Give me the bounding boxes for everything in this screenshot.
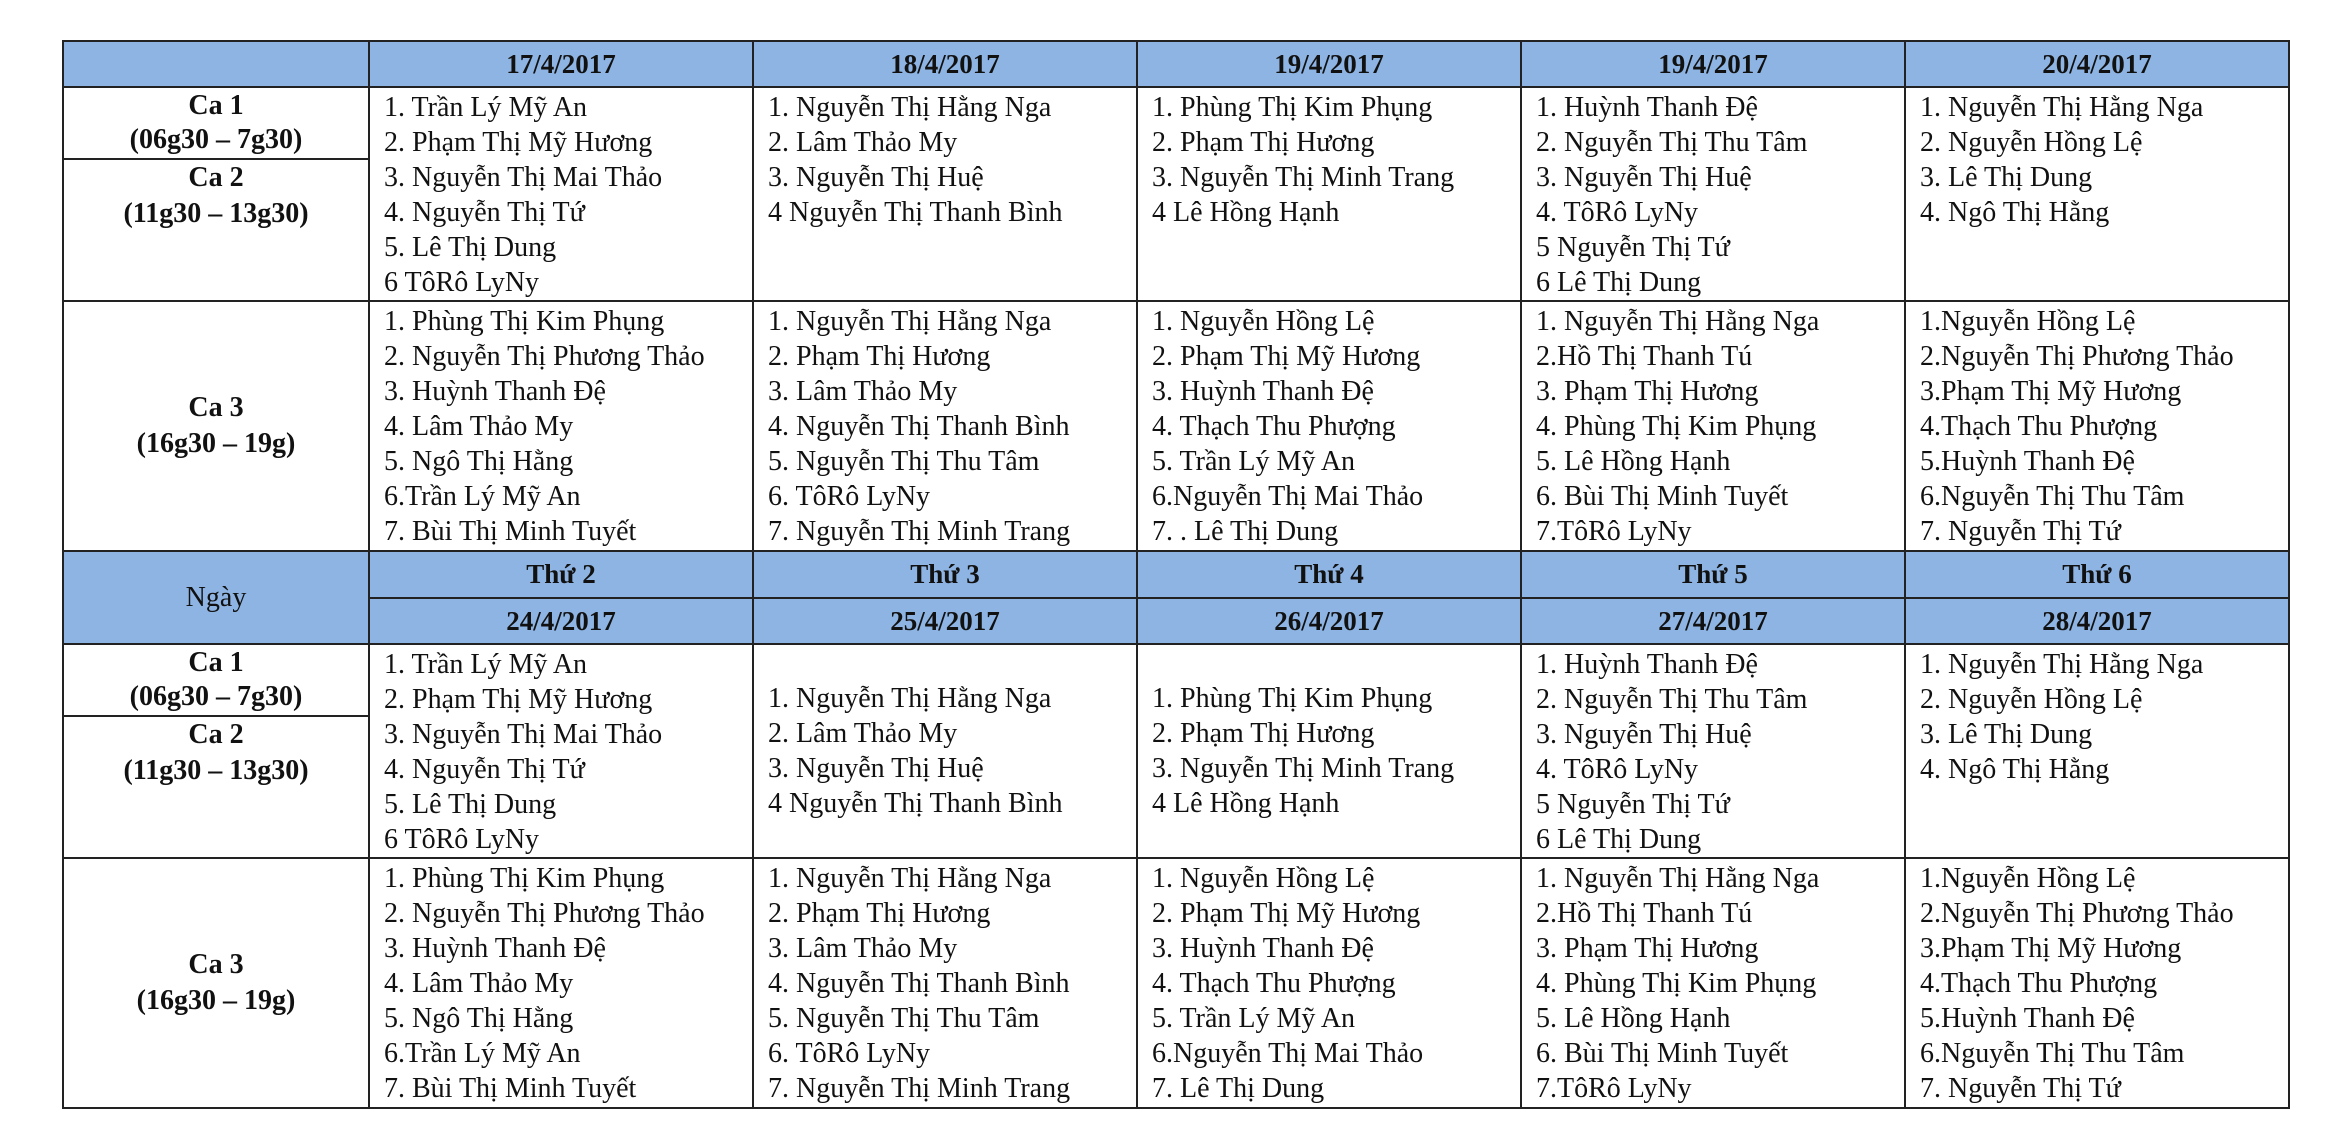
staff-name: 2. Lâm Thảo My: [768, 718, 958, 749]
week2-ca12-names: [369, 644, 753, 858]
staff-name: 1. Huỳnh Thanh Đệ: [1536, 92, 1758, 123]
week1-ca3-names: [369, 301, 753, 551]
staff-name: 3. Nguyễn Thị Mai Thảo: [384, 162, 663, 193]
week1-ca2-label: [64, 160, 368, 232]
staff-name: 5.Huỳnh Thanh Đệ: [1920, 446, 2135, 477]
staff-name: 1. Nguyễn Thị Hằng Nga: [1536, 863, 1820, 894]
ca2-time: (11g30 – 13g30): [123, 198, 309, 229]
staff-name: 2. Phạm Thị Mỹ Hương: [384, 684, 653, 715]
week2-ca3-names: [1137, 858, 1521, 1108]
staff-name: 7. Nguyễn Thị Tứ: [1920, 516, 2121, 547]
week2-ca3-names: [753, 858, 1137, 1108]
week2-ca3-names: [1905, 858, 2289, 1108]
ca3-time: (16g30 – 19g): [136, 985, 296, 1016]
week1-ca12-names: [1137, 87, 1521, 301]
staff-name: 7.TôRô LyNy: [1536, 1073, 1692, 1104]
staff-name: 1. Nguyễn Thị Hằng Nga: [768, 683, 1052, 714]
week1-date-row: [63, 41, 2289, 87]
ngay-header: Ngày: [63, 551, 369, 644]
week1-ca12-names: [1905, 87, 2289, 301]
staff-name: 4. TôRô LyNy: [1536, 754, 1699, 785]
staff-name: 5. Nguyễn Thị Thu Tâm: [768, 1003, 1040, 1034]
week2-ca12-names: [1137, 644, 1521, 858]
staff-name: 4. Phùng Thị Kim Phụng: [1536, 411, 1817, 442]
weekday-header: Thứ 2: [369, 551, 753, 598]
week1-ca3-names: [1905, 301, 2289, 551]
ca2-title: Ca 2: [188, 162, 244, 193]
staff-name: 2. Phạm Thị Mỹ Hương: [384, 127, 653, 158]
week1-date-header: 19/4/2017: [1137, 41, 1521, 87]
week2-ca3-row: [63, 858, 2289, 1108]
staff-name: 2. Nguyễn Hồng Lệ: [1920, 684, 2143, 715]
staff-name: 4 Lê Hồng Hạnh: [1152, 788, 1340, 819]
staff-name: 5. Nguyễn Thị Thu Tâm: [768, 446, 1040, 477]
staff-name: 3. Nguyễn Thị Huệ: [1536, 162, 1752, 193]
shift-schedule-table: [62, 40, 2290, 1109]
staff-name: 4. Nguyễn Thị Tứ: [384, 754, 585, 785]
week1-ca3-names: [753, 301, 1137, 551]
week2-ca3-names: [1521, 858, 1905, 1108]
ca3-title: Ca 3: [188, 949, 244, 980]
staff-name: 1.Nguyễn Hồng Lệ: [1920, 863, 2136, 894]
week1-date-header: 18/4/2017: [753, 41, 1137, 87]
staff-name: 3. Lâm Thảo My: [768, 376, 958, 407]
staff-name: 1. Phùng Thị Kim Phụng: [1152, 92, 1433, 123]
weekday-header: Thứ 5: [1521, 551, 1905, 598]
staff-name: 7. Bùi Thị Minh Tuyết: [384, 516, 637, 547]
week1-ca12-label-cell: [63, 87, 369, 301]
week2-ca12-names: [753, 644, 1137, 858]
staff-name: 4. Thạch Thu Phượng: [1152, 968, 1396, 999]
staff-name: 4. Nguyễn Thị Thanh Bình: [768, 968, 1070, 999]
week2-date-row: [63, 598, 2289, 644]
staff-name: 4 Nguyễn Thị Thanh Bình: [768, 197, 1063, 228]
staff-name: 1. Nguyễn Thị Hằng Nga: [1920, 649, 2204, 680]
ca2-title: Ca 2: [188, 719, 244, 750]
weekday-header: Thứ 4: [1137, 551, 1521, 598]
staff-name: 6. TôRô LyNy: [768, 1038, 931, 1069]
staff-name: 4. Nguyễn Thị Thanh Bình: [768, 411, 1070, 442]
staff-name: 2. Lâm Thảo My: [768, 127, 958, 158]
week1-date-header: 17/4/2017: [369, 41, 753, 87]
staff-name: 4. Ngô Thị Hằng: [1920, 754, 2110, 785]
staff-name: 3. Nguyễn Thị Huệ: [768, 162, 984, 193]
staff-name: 2.Nguyễn Thị Phương Thảo: [1920, 898, 2234, 929]
staff-name: 5. Lê Thị Dung: [384, 232, 557, 263]
staff-name: 7.TôRô LyNy: [1536, 516, 1692, 547]
staff-name: 2. Nguyễn Thị Thu Tâm: [1536, 684, 1808, 715]
week1-ca12-names: [753, 87, 1137, 301]
staff-name: 7. Bùi Thị Minh Tuyết: [384, 1073, 637, 1104]
staff-name: 4. TôRô LyNy: [1536, 197, 1699, 228]
staff-name: 4. Nguyễn Thị Tứ: [384, 197, 585, 228]
week2-ca12-row: [63, 644, 2289, 858]
week2-ca1-label: [64, 645, 368, 717]
staff-name: 3. Nguyễn Thị Minh Trang: [1152, 162, 1455, 193]
staff-name: 3. Huỳnh Thanh Đệ: [384, 933, 606, 964]
staff-name: 1. Nguyễn Thị Hằng Nga: [1536, 306, 1820, 337]
staff-name: 3. Lê Thị Dung: [1920, 162, 2093, 193]
staff-name: 3. Lâm Thảo My: [768, 933, 958, 964]
weekday-header: Thứ 6: [1905, 551, 2289, 598]
staff-name: 1.Nguyễn Hồng Lệ: [1920, 306, 2136, 337]
week1-ca1-label: [64, 88, 368, 160]
staff-name: 2. Phạm Thị Hương: [1152, 127, 1375, 158]
staff-name: 3. Nguyễn Thị Mai Thảo: [384, 719, 663, 750]
staff-name: 1. Nguyễn Thị Hằng Nga: [1920, 92, 2204, 123]
staff-name: 2. Nguyễn Hồng Lệ: [1920, 127, 2143, 158]
ca1-title: Ca 1: [188, 90, 244, 121]
staff-name: 2. Phạm Thị Mỹ Hương: [1152, 898, 1421, 929]
staff-name: 3. Lê Thị Dung: [1920, 719, 2093, 750]
staff-name: 6.Trần Lý Mỹ An: [384, 1038, 581, 1069]
staff-name: 5. Lê Hồng Hạnh: [1536, 1003, 1731, 1034]
staff-name: 6.Nguyễn Thị Mai Thảo: [1152, 481, 1424, 512]
staff-name: 6 Lê Thị Dung: [1536, 267, 1702, 298]
week2-ca2-label: [64, 717, 368, 789]
week1-ca12-row: [63, 87, 2289, 301]
staff-name: 1. Phùng Thị Kim Phụng: [384, 306, 665, 337]
staff-name: 3.Phạm Thị Mỹ Hương: [1920, 933, 2182, 964]
ca1-time: (06g30 – 7g30): [129, 124, 303, 155]
staff-name: 1. Nguyễn Thị Hằng Nga: [768, 863, 1052, 894]
week1-ca3-names: [1137, 301, 1521, 551]
staff-name: 5.Huỳnh Thanh Đệ: [1920, 1003, 2135, 1034]
staff-name: 6 TôRô LyNy: [384, 824, 540, 855]
staff-name: 4. Thạch Thu Phượng: [1152, 411, 1396, 442]
staff-name: 4 Lê Hồng Hạnh: [1152, 197, 1340, 228]
staff-name: 6 TôRô LyNy: [384, 267, 540, 298]
staff-name: 5. Trần Lý Mỹ An: [1152, 1003, 1356, 1034]
week1-date-header: 20/4/2017: [1905, 41, 2289, 87]
staff-name: 6.Nguyễn Thị Thu Tâm: [1920, 481, 2185, 512]
staff-name: 4. Phùng Thị Kim Phụng: [1536, 968, 1817, 999]
week1-ca3-row: [63, 301, 2289, 551]
staff-name: 2. Nguyễn Thị Thu Tâm: [1536, 127, 1808, 158]
staff-name: 3. Nguyễn Thị Huệ: [1536, 719, 1752, 750]
staff-name: 7. Nguyễn Thị Tứ: [1920, 1073, 2121, 1104]
week2-ca12-label-cell: [63, 644, 369, 858]
staff-name: 5. Ngô Thị Hằng: [384, 446, 574, 477]
week2-ca3-names: [369, 858, 753, 1108]
staff-name: 1. Trần Lý Mỹ An: [384, 649, 588, 680]
staff-name: 5. Lê Hồng Hạnh: [1536, 446, 1731, 477]
staff-name: 3. Nguyễn Thị Minh Trang: [1152, 753, 1455, 784]
staff-name: 2. Phạm Thị Mỹ Hương: [1152, 341, 1421, 372]
staff-name: 2.Hồ Thị Thanh Tú: [1536, 341, 1753, 372]
staff-name: 1. Huỳnh Thanh Đệ: [1536, 649, 1758, 680]
staff-name: 6. TôRô LyNy: [768, 481, 931, 512]
staff-name: 3. Huỳnh Thanh Đệ: [384, 376, 606, 407]
staff-name: 3. Huỳnh Thanh Đệ: [1152, 933, 1374, 964]
staff-name: 4. Lâm Thảo My: [384, 411, 574, 442]
staff-name: 4.Thạch Thu Phượng: [1920, 968, 2158, 999]
staff-name: 4. Ngô Thị Hằng: [1920, 197, 2110, 228]
ca2-time: (11g30 – 13g30): [123, 755, 309, 786]
staff-name: 6 Lê Thị Dung: [1536, 824, 1702, 855]
staff-name: 6.Trần Lý Mỹ An: [384, 481, 581, 512]
week2-date-header: 25/4/2017: [753, 598, 1137, 644]
staff-name: 4 Nguyễn Thị Thanh Bình: [768, 788, 1063, 819]
staff-name: 3. Phạm Thị Hương: [1536, 376, 1759, 407]
staff-name: 3. Nguyễn Thị Huệ: [768, 753, 984, 784]
week2-date-header: 27/4/2017: [1521, 598, 1905, 644]
staff-name: 2.Hồ Thị Thanh Tú: [1536, 898, 1753, 929]
staff-name: 6. Bùi Thị Minh Tuyết: [1536, 1038, 1789, 1069]
staff-name: 4. Lâm Thảo My: [384, 968, 574, 999]
week2-ca12-names: [1905, 644, 2289, 858]
week2-date-header: 26/4/2017: [1137, 598, 1521, 644]
week2-ca12-names: [1521, 644, 1905, 858]
ca3-title: Ca 3: [188, 392, 244, 423]
week1-ca3-names: [1521, 301, 1905, 551]
staff-name: 2. Phạm Thị Hương: [1152, 718, 1375, 749]
week2-date-header: 28/4/2017: [1905, 598, 2289, 644]
staff-name: 2. Phạm Thị Hương: [768, 898, 991, 929]
staff-name: 7. . Lê Thị Dung: [1152, 516, 1339, 547]
staff-name: 1. Phùng Thị Kim Phụng: [1152, 683, 1433, 714]
ca3-time: (16g30 – 19g): [136, 428, 296, 459]
staff-name: 2. Phạm Thị Hương: [768, 341, 991, 372]
ca1-time: (06g30 – 7g30): [129, 681, 303, 712]
week2-ca3-label: [63, 858, 369, 1108]
week2-date-header: 24/4/2017: [369, 598, 753, 644]
week1-ca12-names: [1521, 87, 1905, 301]
staff-name: 2. Nguyễn Thị Phương Thảo: [384, 898, 705, 929]
staff-name: 2.Nguyễn Thị Phương Thảo: [1920, 341, 2234, 372]
staff-name: 6.Nguyễn Thị Mai Thảo: [1152, 1038, 1424, 1069]
staff-name: 6. Bùi Thị Minh Tuyết: [1536, 481, 1789, 512]
staff-name: 1. Phùng Thị Kim Phụng: [384, 863, 665, 894]
staff-name: 5. Lê Thị Dung: [384, 789, 557, 820]
staff-name: 3. Phạm Thị Hương: [1536, 933, 1759, 964]
corner-cell: [63, 41, 369, 87]
staff-name: 1. Nguyễn Hồng Lệ: [1152, 863, 1375, 894]
week1-date-header: 19/4/2017: [1521, 41, 1905, 87]
staff-name: 5. Ngô Thị Hằng: [384, 1003, 574, 1034]
week2-weekday-row: [63, 551, 2289, 598]
staff-name: 1. Nguyễn Thị Hằng Nga: [768, 306, 1052, 337]
staff-name: 7. Nguyễn Thị Minh Trang: [768, 516, 1071, 547]
staff-name: 5. Trần Lý Mỹ An: [1152, 446, 1356, 477]
staff-name: 1. Nguyễn Thị Hằng Nga: [768, 92, 1052, 123]
staff-name: 5 Nguyễn Thị Tứ: [1536, 232, 1730, 263]
staff-name: 5 Nguyễn Thị Tứ: [1536, 789, 1730, 820]
staff-name: 1. Nguyễn Hồng Lệ: [1152, 306, 1375, 337]
staff-name: 1. Trần Lý Mỹ An: [384, 92, 588, 123]
week1-ca12-names: [369, 87, 753, 301]
staff-name: 7. Lê Thị Dung: [1152, 1073, 1325, 1104]
week1-ca3-label: [63, 301, 369, 551]
ca1-title: Ca 1: [188, 647, 244, 678]
staff-name: 2. Nguyễn Thị Phương Thảo: [384, 341, 705, 372]
staff-name: 4.Thạch Thu Phượng: [1920, 411, 2158, 442]
staff-name: 3.Phạm Thị Mỹ Hương: [1920, 376, 2182, 407]
staff-name: 3. Huỳnh Thanh Đệ: [1152, 376, 1374, 407]
staff-name: 6.Nguyễn Thị Thu Tâm: [1920, 1038, 2185, 1069]
weekday-header: Thứ 3: [753, 551, 1137, 598]
staff-name: 7. Nguyễn Thị Minh Trang: [768, 1073, 1071, 1104]
